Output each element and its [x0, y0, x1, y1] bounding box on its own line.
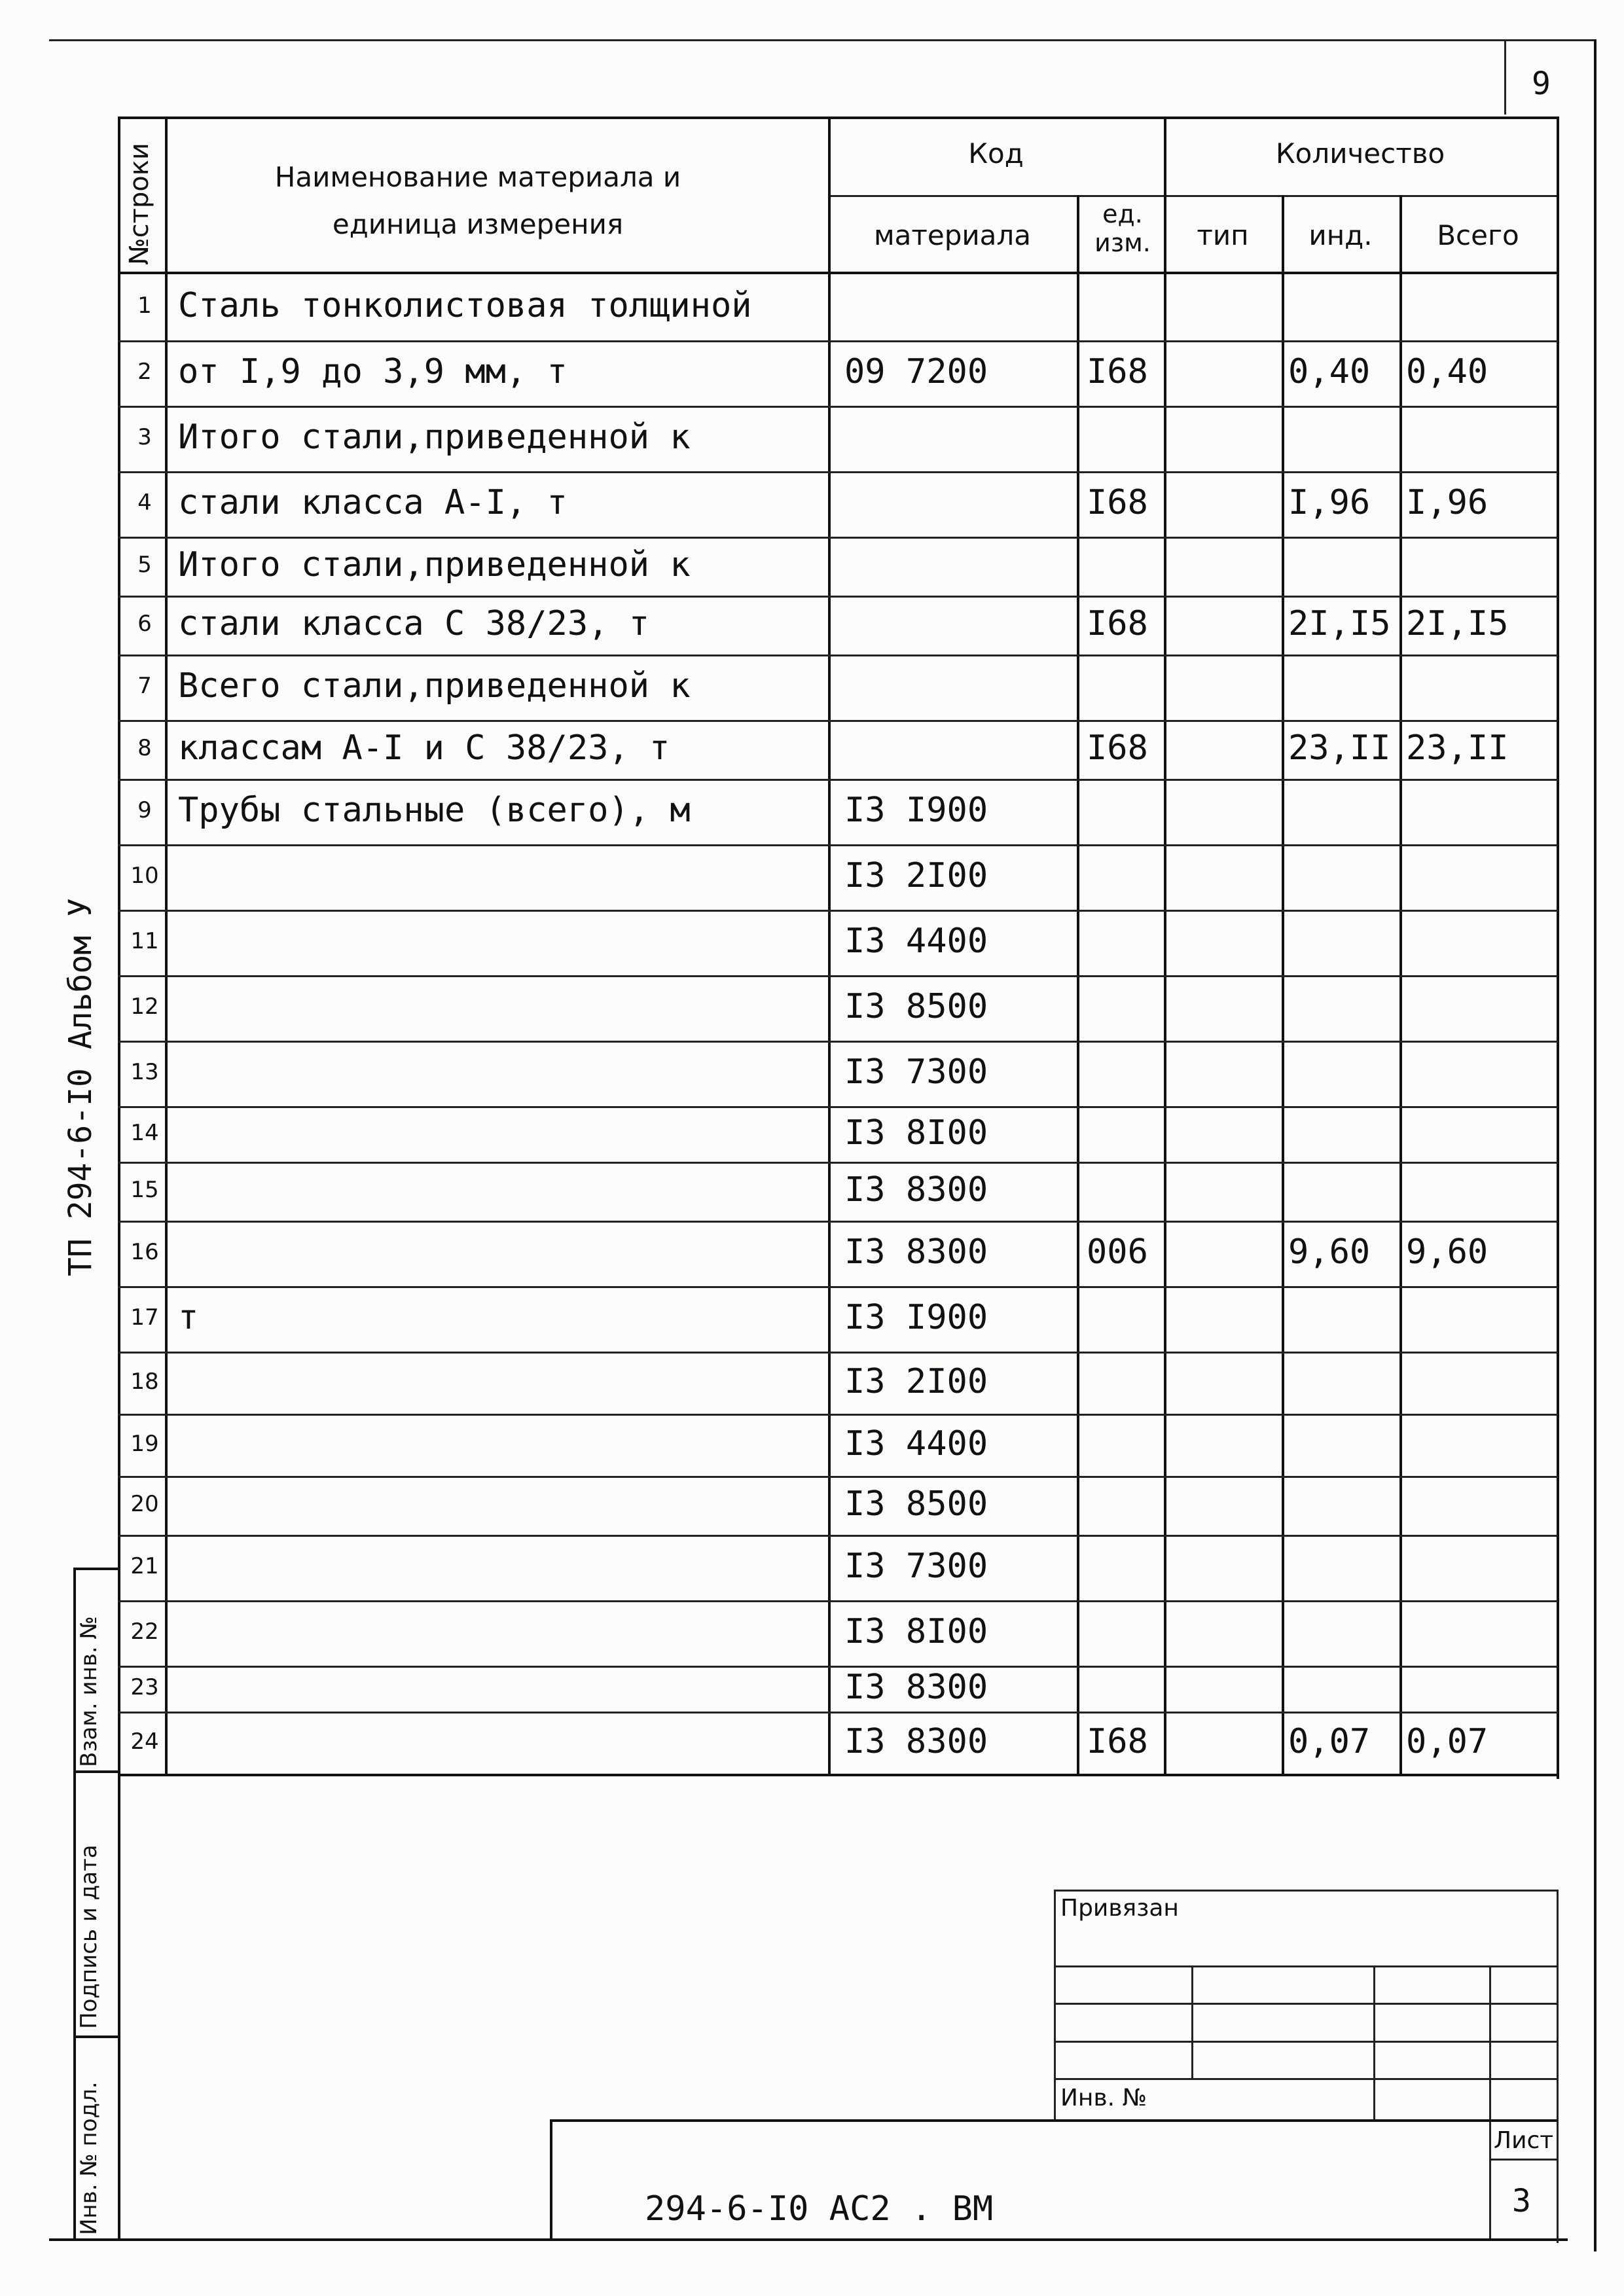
- row-number: 19: [130, 1431, 159, 1457]
- header-qty-ind: инд.: [1308, 219, 1373, 251]
- table-right: [1557, 117, 1559, 1779]
- page-number: 9: [1532, 65, 1551, 102]
- material-code: I3 I900: [844, 791, 988, 830]
- row-number: 1: [137, 293, 152, 319]
- row-number: 16: [130, 1239, 159, 1265]
- material-code: I3 2I00: [844, 1362, 988, 1401]
- material-code: I3 7300: [844, 1547, 988, 1586]
- row-divider: [118, 471, 1558, 473]
- row-divider: [118, 1476, 1558, 1478]
- row-divider: [118, 1352, 1558, 1354]
- material-code: I3 8300: [844, 1170, 988, 1210]
- margin-stamp-top: [73, 1568, 119, 1570]
- row-divider: [118, 406, 1558, 408]
- header-code: Код: [968, 137, 1024, 170]
- material-code: 09 7200: [844, 352, 988, 391]
- tb-main-left: [550, 2119, 552, 2240]
- margin-inv-repl: Взам. инв. №: [76, 1616, 102, 1767]
- row-number: 15: [130, 1177, 159, 1203]
- material-name: Сталь тонколистовая толщиной: [178, 286, 752, 325]
- row-number: 4: [137, 490, 152, 516]
- row-number: 13: [130, 1059, 159, 1085]
- material-name: классам А-I и С 38/23, т: [178, 728, 670, 768]
- row-divider: [118, 779, 1558, 781]
- row-divider: [118, 1666, 1558, 1668]
- row-divider: [118, 844, 1558, 846]
- material-code: I3 8300: [844, 1722, 988, 1761]
- row-number: 18: [130, 1369, 159, 1395]
- table-top: [118, 117, 1558, 119]
- margin-stamp-div1: [73, 1770, 119, 1773]
- col-line-name: [828, 117, 831, 1776]
- row-number: 23: [130, 1674, 159, 1700]
- row-divider: [118, 655, 1558, 656]
- row-number: 9: [137, 797, 152, 823]
- col-line-code: [1077, 195, 1079, 1776]
- row-number: 22: [130, 1619, 159, 1645]
- material-code: I3 4400: [844, 1424, 988, 1463]
- row-number: 14: [130, 1120, 159, 1146]
- header-code-material: материала: [873, 219, 1031, 251]
- margin-stamp-div2: [73, 2036, 119, 2038]
- row-number: 3: [137, 424, 152, 450]
- tb-grid-h3: [1054, 2041, 1558, 2043]
- header-qty-type: тип: [1197, 219, 1249, 251]
- header-bottom: [118, 272, 1558, 274]
- qty-total: 2I,I5: [1406, 604, 1509, 643]
- row-number: 2: [137, 359, 152, 385]
- row-divider: [118, 975, 1558, 977]
- row-divider: [118, 910, 1558, 912]
- tb-doc-code: 294-6-I0 АС2 . ВМ: [645, 2189, 994, 2229]
- material-code: I3 4400: [844, 922, 988, 961]
- tb-privyazan: Привязан: [1060, 1895, 1179, 1922]
- tb-grid-v2: [1373, 1965, 1375, 2121]
- row-number: 10: [130, 863, 159, 889]
- tb-sheet-line: [1489, 2159, 1558, 2161]
- qty-total: 0,07: [1406, 1722, 1489, 1761]
- row-number: 12: [130, 994, 159, 1020]
- qty-ind: 0,07: [1288, 1722, 1371, 1761]
- row-number: 20: [130, 1491, 159, 1517]
- material-code: I3 8300: [844, 1668, 988, 1707]
- frame-left-inner: [118, 117, 120, 2240]
- qty-ind: 23,II: [1288, 728, 1391, 768]
- row-number: 24: [130, 1729, 159, 1755]
- row-number: 11: [130, 928, 159, 954]
- col-line-ind: [1399, 195, 1402, 1776]
- tb-inv-no: Инв. №: [1060, 2085, 1147, 2111]
- page-number-box-border: [1504, 39, 1506, 115]
- row-divider: [118, 596, 1558, 598]
- qty-ind: 2I,I5: [1288, 604, 1391, 643]
- qty-total: I,96: [1406, 483, 1489, 522]
- unit-code: I68: [1087, 1722, 1148, 1761]
- tb-grid-v3: [1489, 1965, 1491, 2238]
- tb-grid-h2: [1054, 2003, 1558, 2005]
- row-divider: [118, 1106, 1558, 1108]
- row-divider: [118, 1041, 1558, 1043]
- row-divider: [118, 537, 1558, 539]
- material-code: I3 8300: [844, 1232, 988, 1272]
- unit-code: I68: [1087, 728, 1148, 768]
- row-divider: [118, 1535, 1558, 1537]
- material-code: I3 8500: [844, 987, 988, 1026]
- material-code: I3 2I00: [844, 856, 988, 895]
- row-number: 5: [137, 552, 152, 578]
- material-name: от I,9 до 3,9 мм, т: [178, 352, 568, 391]
- material-name: Итого стали,приведенной к: [178, 418, 691, 457]
- margin-inv-orig: Инв. № подл.: [76, 2081, 102, 2235]
- material-name: стали класса С 38/23, т: [178, 604, 650, 643]
- header-quantity: Количество: [1275, 137, 1445, 170]
- row-number: 8: [137, 735, 152, 761]
- col-line-num: [165, 117, 168, 1776]
- row-divider: [118, 1414, 1558, 1416]
- qty-ind: I,96: [1288, 483, 1371, 522]
- qty-ind: 9,60: [1288, 1232, 1371, 1272]
- material-code: I3 8I00: [844, 1113, 988, 1153]
- row-number: 7: [137, 673, 152, 699]
- table-bottom: [118, 1774, 1558, 1776]
- material-name: Трубы стальные (всего), м: [178, 791, 691, 830]
- col-line-type: [1282, 195, 1284, 1776]
- header-name: Наименование материала и единица измерения: [274, 161, 681, 240]
- tb-grid-h1: [1054, 1965, 1558, 1967]
- material-name: Итого стали,приведенной к: [178, 545, 691, 584]
- tb-sheet-label: Лист: [1494, 2127, 1554, 2154]
- header-row-number: №строки: [124, 143, 154, 265]
- material-code: I3 7300: [844, 1052, 988, 1092]
- unit-code: 006: [1087, 1232, 1148, 1272]
- tb-top: [1054, 1890, 1558, 1892]
- qty-total: 9,60: [1406, 1232, 1489, 1272]
- tb-grid-h4: [1054, 2078, 1558, 2080]
- qty-total: 23,II: [1406, 728, 1509, 768]
- material-code: I3 8I00: [844, 1612, 988, 1651]
- unit-code: I68: [1087, 352, 1148, 391]
- row-number: 6: [137, 611, 152, 637]
- side-label: ТП 294-6-I0 Альбом У: [62, 898, 99, 1276]
- row-divider: [118, 1600, 1558, 1602]
- header-code-unit: ед. изм.: [1094, 200, 1151, 257]
- row-divider: [118, 1286, 1558, 1288]
- unit-code: I68: [1087, 604, 1148, 643]
- row-divider: [118, 720, 1558, 722]
- tb-main-top: [550, 2119, 1558, 2122]
- material-name: Всего стали,приведенной к: [178, 666, 691, 706]
- tb-right: [1557, 1890, 1559, 2243]
- material-name: стали класса А-I, т: [178, 483, 568, 522]
- row-number: 17: [130, 1304, 159, 1331]
- material-code: I3 I900: [844, 1298, 988, 1337]
- frame-bottom: [49, 2238, 1568, 2241]
- tb-left: [1054, 1890, 1056, 2121]
- qty-ind: 0,40: [1288, 352, 1371, 391]
- margin-sign-date: Подпись и дата: [76, 1844, 102, 2029]
- top-rule: [49, 39, 1594, 41]
- header-mid: [828, 195, 1558, 197]
- col-line-unit: [1164, 117, 1166, 1776]
- tb-sheet-number: 3: [1512, 2183, 1531, 2219]
- row-number: 21: [130, 1553, 159, 1579]
- qty-total: 0,40: [1406, 352, 1489, 391]
- row-divider: [118, 1162, 1558, 1164]
- row-divider: [118, 1712, 1558, 1713]
- tb-grid-v1: [1191, 1965, 1193, 2078]
- header-qty-total: Всего: [1437, 219, 1519, 251]
- frame-right: [1594, 39, 1597, 2251]
- unit-code: I68: [1087, 483, 1148, 522]
- material-name: т: [178, 1298, 199, 1337]
- row-divider: [118, 1221, 1558, 1223]
- row-divider: [118, 340, 1558, 342]
- material-code: I3 8500: [844, 1484, 988, 1524]
